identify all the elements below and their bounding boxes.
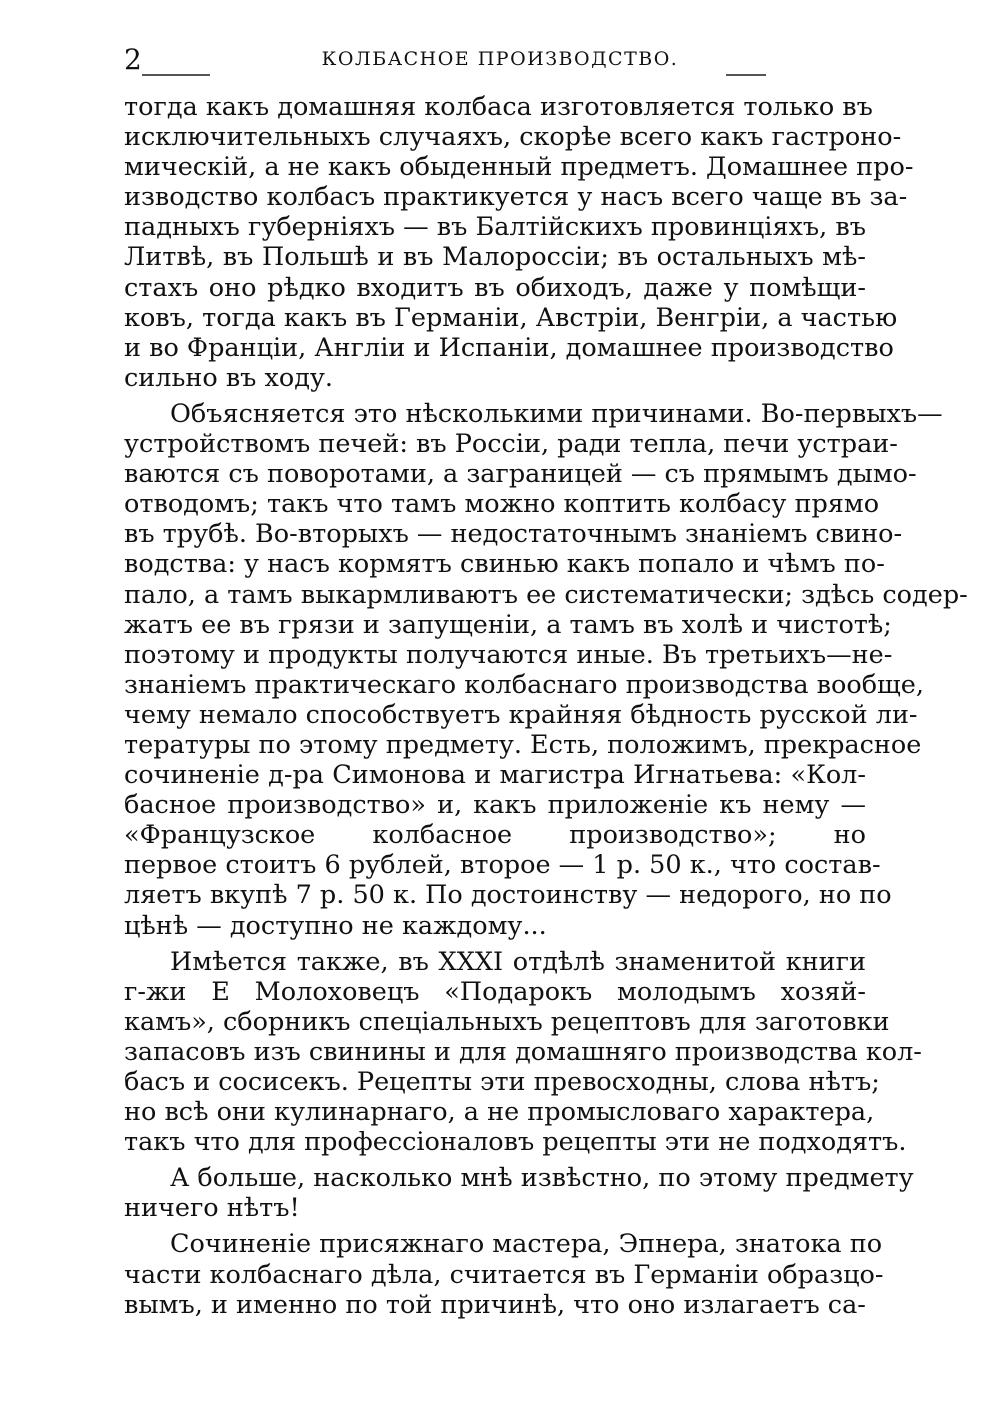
text-line: жатъ ее въ грязи и запущеніи, а тамъ въ холѣ и чистотѣ; [124,609,892,640]
text-line: мическій, а не какъ обыденный предметъ. Домашнее про- [124,152,914,183]
text-line: басъ и сосисекъ. Рецепты эти превосходны, слова нѣтъ; [124,1067,880,1097]
text-line: части колбаснаго дѣла, считается въ Германіи образцо- [124,1259,884,1290]
text-line: знаніемъ практическаго колбаснаго производства вообще, [124,669,924,700]
text-line: устройствомъ печей: въ Россіи, ради тепла, печи устраи- [124,429,898,460]
header-rule-left [142,74,210,76]
text-line: и во Франціи, Англіи и Испаніи, домашнее производство [124,332,894,363]
text-line: камъ», сборникъ спеціальныхъ рецептовъ для заготовки [124,1006,890,1037]
text-line: ваются съ поворотами, а заграницей — съ прямымъ дымо- [124,459,917,490]
running-title: КОЛБАСНОЕ ПРОИЗВОДСТВО. [321,48,679,70]
paragraph [124,946,922,1158]
text-line: ковъ, тогда какъ въ Германіи, Австріи, Венгріи, а частью [124,302,898,333]
text-line: «Французское колбасное производство»; но [124,820,866,851]
text-line: стахъ оно рѣдко входитъ въ обиходъ, даже у помѣщи- [124,272,866,303]
text-line: запасовъ изъ свинины и для домашняго производства кол- [124,1036,922,1067]
text-line: Сочиненіе присяжнаго мастера, Эпнера, знатока по [170,1229,883,1260]
text-line: вымъ, и именно по той причинѣ, что оно излагаетъ са- [124,1289,866,1320]
text-line: г-жи Е Молоховецъ «Подарокъ молодымъ хозяй- [124,976,866,1007]
text-line: изводство колбасъ практикуется у насъ всего чаще въ за- [124,182,908,213]
text-line: пало, а тамъ выкармливаютъ ее систематически; здѣсь содер- [124,579,968,610]
text-line: ляетъ вкупѣ 7 р. 50 к. По достоинству — недорого, но по [124,880,892,911]
text-line: сильно въ ходу. [124,362,334,393]
text-line: падныхъ губерніяхъ — въ Балтійскихъ провинціяхъ, въ [124,212,866,243]
paragraph [124,92,914,393]
body-text [124,92,968,1320]
text-line: Имѣется также, въ XXXI отдѣлѣ знаменитой книги [170,946,866,977]
text-line: тогда какъ домашняя колбаса изготовляется только въ [124,92,873,122]
header-rule-right [726,74,766,76]
text-line: цѣнѣ — доступно не каждому... [124,910,547,941]
paragraph [124,1229,884,1320]
text-line: но всѣ они кулинарнаго, а не промысловаго характера, [124,1097,875,1128]
text-line: чему немало способствуетъ крайняя бѣдность русской ли- [124,699,918,730]
text-line: водства: у насъ кормятъ свинью какъ попало и чѣмъ по- [124,549,885,580]
text-line: Объясняется это нѣсколькими причинами. Во-первыхъ— [170,398,943,429]
text-line: въ трубѣ. Во-вторыхъ — недостаточнымъ знаніемъ свино- [124,519,903,550]
text-line: тературы по этому предмету. Есть, положимъ, прекрасное [124,729,922,760]
text-line: Литвѣ, въ Польшѣ и въ Малороссіи; въ остальныхъ мѣ- [124,242,866,273]
paragraph [124,398,968,941]
text-line: первое стоитъ 6 рублей, второе — 1 р. 50 к., что состав- [124,850,881,881]
paragraph [124,1163,914,1224]
text-line: такъ что для профессіоналовъ рецепты эти не подходятъ. [124,1127,907,1158]
text-line: ничего нѣтъ! [124,1193,300,1224]
text-line: басное производство» и, какъ приложеніе къ нему — [124,790,866,821]
text-line: поэтому и продукты получаются иные. Въ третьихъ—не- [124,639,893,670]
text-line: отводомъ; такъ что тамъ можно коптить колбасу прямо [124,489,880,520]
text-line: сочиненіе д-ра Симонова и магистра Игнатьева: «Кол- [124,760,866,791]
text-line: исключительныхъ случаяхъ, скорѣе всего какъ гастроно- [124,122,902,153]
page-number: 2 [124,43,142,76]
text-line: А больше, насколько мнѣ извѣстно, по этому предмету [170,1163,914,1194]
